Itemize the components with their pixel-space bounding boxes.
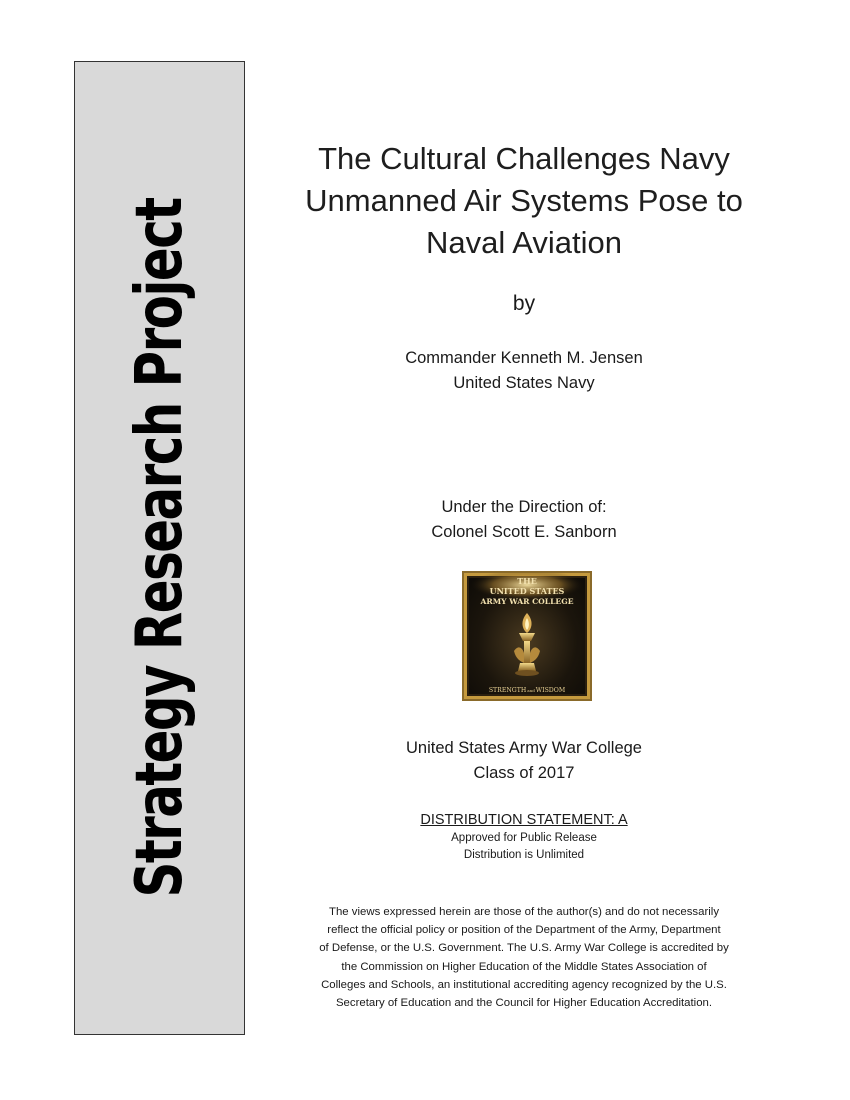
advisor-label: Under the Direction of: — [441, 498, 607, 516]
author-block — [287, 346, 761, 396]
title-line: The Cultural Challenges Navy — [318, 141, 730, 176]
distribution-line: Distribution is Unlimited — [463, 849, 585, 861]
author-service: United States Navy — [453, 374, 595, 392]
disclaimer-line: reflect the official policy or position of the Department of the Army, Department — [327, 924, 721, 937]
torch-icon — [514, 613, 540, 676]
side-banner — [74, 61, 245, 1035]
seal-graphic — [464, 573, 590, 699]
seal-motto: STRENGTHandWISDOM — [488, 687, 566, 694]
disclaimer-line: the Commission on Higher Education of the Middle States Association of — [341, 960, 707, 973]
by-label: by — [512, 292, 536, 315]
disclaimer-line: Secretary of Education and the Council for Higher Education Accreditation. — [335, 997, 713, 1010]
advisor-name: Colonel Scott E. Sanborn — [431, 523, 617, 541]
side-banner-text — [123, 100, 197, 996]
side-banner-label: Strategy Research Project — [122, 198, 197, 898]
disclaimer-line: The views expressed herein are those of the author(s) and do not necessarily — [328, 906, 720, 918]
distribution-statement — [287, 810, 761, 864]
institution-name: United States Army War College — [406, 739, 642, 757]
distribution-line: Approved for Public Release — [451, 832, 597, 844]
disclaimer — [279, 903, 769, 1012]
seal-line-1: THE — [517, 576, 537, 586]
title-line: Unmanned Air Systems Pose to — [305, 183, 743, 218]
seal-line-3: ARMY WAR COLLEGE — [480, 597, 574, 606]
distribution-heading: DISTRIBUTION STATEMENT: A — [420, 812, 628, 828]
author-name: Commander Kenneth M. Jensen — [405, 349, 643, 367]
seal-line-2: UNITED STATES — [489, 586, 565, 596]
cover-content — [287, 0, 761, 1100]
institution-class: Class of 2017 — [473, 764, 575, 782]
advisor-block — [287, 495, 761, 545]
title-line: Naval Aviation — [426, 225, 622, 260]
disclaimer-line: of Defense, or the U.S. Government. The U.S. Army War College is accredited by — [319, 942, 729, 955]
document-title — [287, 138, 761, 264]
army-war-college-seal — [462, 571, 592, 701]
institution-block — [287, 736, 761, 786]
disclaimer-line: Colleges and Schools, an institutional accrediting agency recognized by the U.S. — [321, 978, 727, 991]
